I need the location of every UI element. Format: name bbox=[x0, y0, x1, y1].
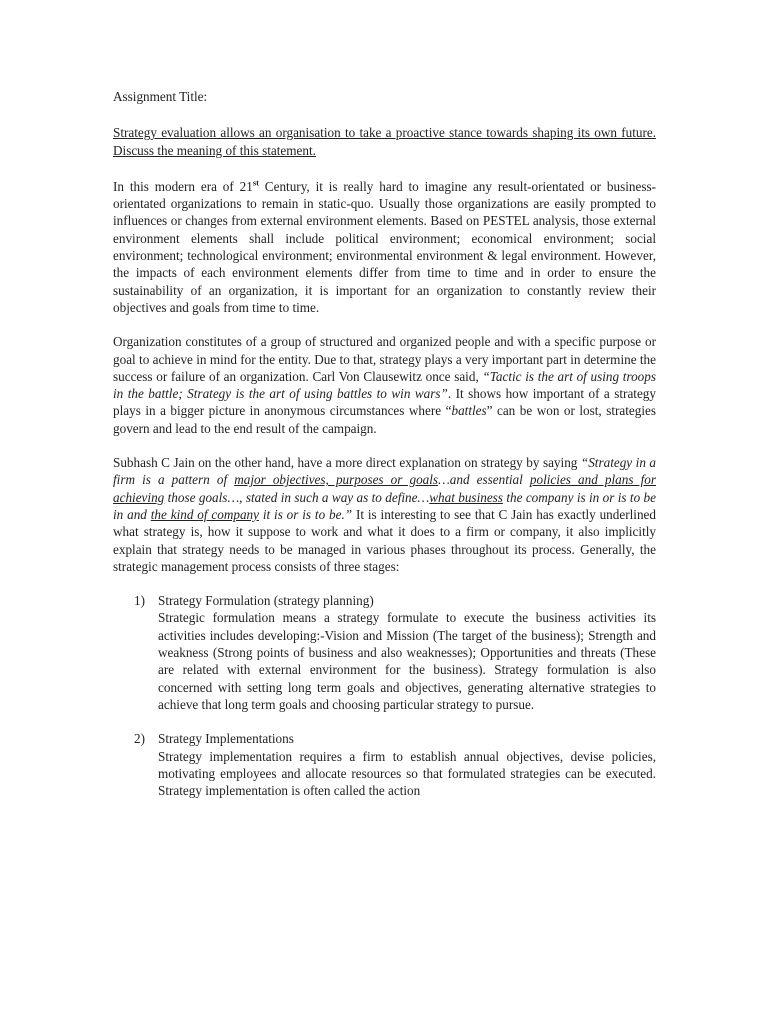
paragraph-organization-start: Organization constitutes of a group of structured and organized people and with a specific purpose or goal to achieve in mind for the entity. Due to that, strategy plays a very important part in determine the success or failure of an organization. Carl Von Clausewitz once said, bbox=[113, 334, 656, 384]
jain-quote-underline-2: policies and plans for achieving bbox=[113, 472, 656, 505]
jain-quote-part-1: “Strategy in a firm is a pattern of bbox=[113, 455, 656, 488]
jain-quote-part-4: the company is in or is to be in and bbox=[113, 489, 657, 522]
assignment-title-label: Assignment Title: bbox=[113, 89, 208, 104]
assignment-statement: Strategy evaluation allows an organisation to take a proactive stance towards shaping its own future. Discuss the meaning of this statement. bbox=[113, 125, 656, 158]
list-item-number: 2) bbox=[134, 731, 145, 747]
list-item-number: 1) bbox=[134, 593, 145, 609]
list-item-body: Strategy implementation requires a firm to establish annual objectives, devise policies, motivating employees and allocate resources so that formulated strategies can be executed. Strategy implementation is often called the action bbox=[158, 748, 656, 799]
jain-quote-underline-4: the kind of company bbox=[150, 506, 259, 522]
paragraph-intro bbox=[113, 178, 656, 316]
clausewitz-quote: “Tactic is the art of using troops in the battle; Strategy is the art of using battles to win wars” bbox=[113, 368, 657, 402]
paragraph-jain-end: It is interesting to see that C Jain has exactly underlined what strategy is, how it suppose to work and what it does to a firm or company, it also implicitly explain that strategy needs to be managed in various phases throughout its process. Generally, the strategic management process consists of three stages: bbox=[113, 506, 656, 574]
battles-word: battles bbox=[451, 403, 487, 419]
jain-quote-part-3: those goals…, stated in such a way as to define… bbox=[164, 489, 430, 505]
list-item-heading: Strategy Implementations bbox=[158, 731, 294, 747]
paragraph-intro-rest: Century, it is really hard to imagine any result-orientated or business-orientated organizations to remain in static-quo. Usually those organizations are easily prompted to influences or changes from external environment elements. Based on PESTEL analysis, those external environment elements shall include political environment; economical environment; social environment; technological environment; environmental environment & legal environment. However, the impacts of each environment elements differ from time to time and in order to ensure the sustainability of an organization, it is important for an organization to constantly review their objectives and goals from time to time. bbox=[113, 178, 656, 315]
list-item bbox=[113, 730, 656, 799]
jain-quote-underline-1: major objectives, purposes or goals bbox=[234, 472, 439, 488]
jain-quote-part-2: …and essential bbox=[438, 472, 530, 488]
paragraph-jain bbox=[113, 454, 656, 575]
jain-quote-underline-3: what business bbox=[429, 489, 503, 505]
document-page bbox=[113, 88, 656, 816]
paragraph-intro-start: In this modern era of 21 bbox=[113, 178, 253, 194]
jain-quote-part-5: it is or is to be.” bbox=[259, 506, 353, 522]
paragraph-organization-middle: . It shows how important of a strategy plays in a bigger picture in anonymous circumstances where “ bbox=[113, 386, 656, 419]
list-item-heading: Strategy Formulation (strategy planning) bbox=[158, 593, 374, 609]
paragraph-organization bbox=[113, 333, 656, 437]
list-item bbox=[113, 592, 656, 713]
strategy-stages-list bbox=[113, 592, 656, 799]
list-item-body: Strategic formulation means a strategy formulate to execute the business activities its activities includes developing:-Vision and Mission (The target of the business); Strength and weakness (Strong points of business and also weaknesses); Opportunities and threats (These are related with external environment for the business). Strategy formulation is also concerned with setting long term goals and objectives, generating alternative strategies to achieve that long term goals and choosing particular strategy to pursue. bbox=[158, 610, 656, 712]
ordinal-suffix: st bbox=[252, 177, 259, 188]
paragraph-organization-end: ” can be won or lost, strategies govern and lead to the end result of the campaign. bbox=[113, 403, 657, 436]
paragraph-jain-start: Subhash C Jain on the other hand, have a more direct explanation on strategy by saying bbox=[113, 455, 581, 471]
